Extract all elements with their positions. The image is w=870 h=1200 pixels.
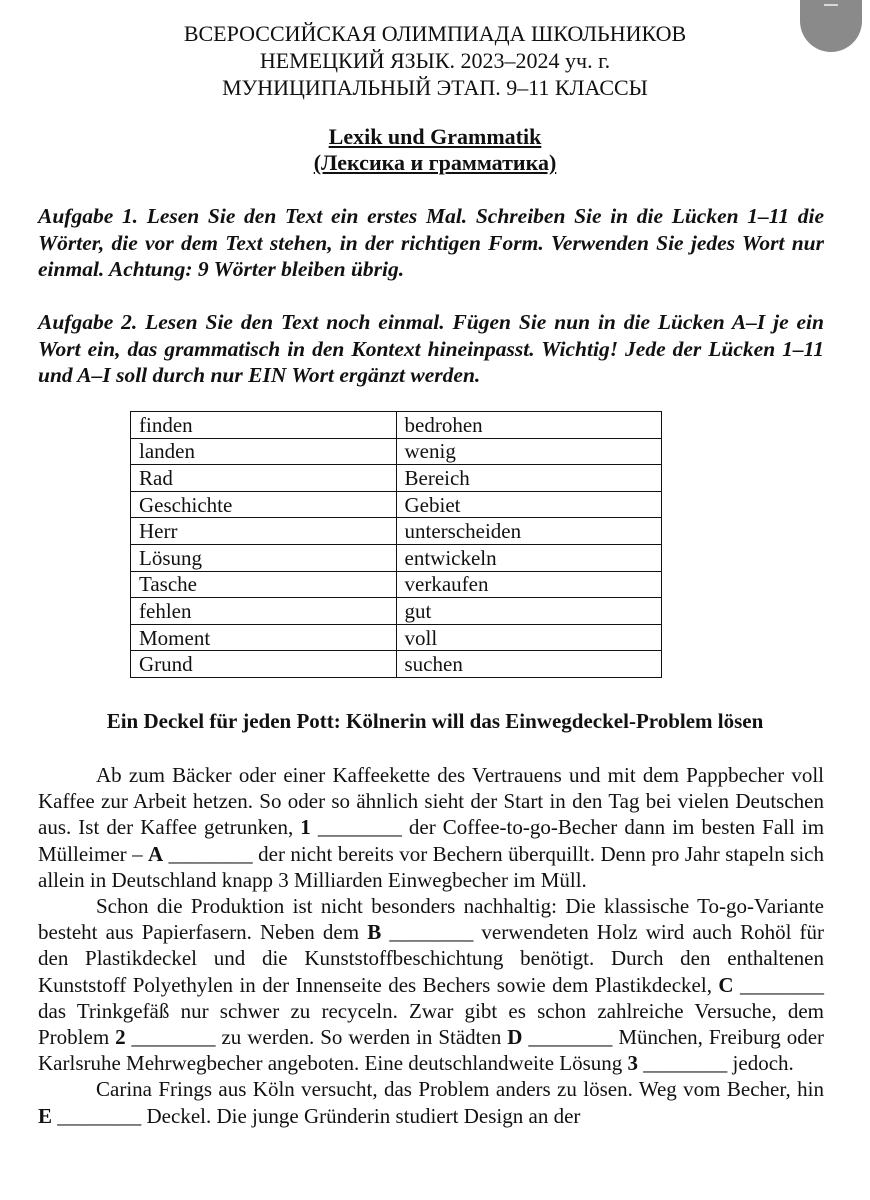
word-cell: unterscheiden bbox=[396, 518, 662, 545]
paragraph-2 bbox=[38, 893, 824, 1076]
gap-label-1: 1 bbox=[300, 815, 311, 840]
gap-label-3: 3 bbox=[627, 1051, 639, 1076]
word-cell: wenig bbox=[396, 438, 662, 465]
table-row bbox=[131, 571, 662, 598]
word-cell: verkaufen bbox=[396, 571, 662, 598]
section-title-de: Lexik und Grammatik bbox=[328, 124, 542, 149]
table-row bbox=[131, 491, 662, 518]
text-run: jedoch. bbox=[732, 1051, 794, 1076]
article-title: Ein Deckel für jeden Pott: Kölnerin will das Einwegdeckel-Problem lösen bbox=[106, 709, 764, 733]
gap-blank-B[interactable]: ________ bbox=[389, 920, 474, 945]
word-cell: Tasche bbox=[131, 571, 397, 598]
word-cell: Geschichte bbox=[131, 491, 397, 518]
word-cell: Grund bbox=[131, 651, 397, 678]
paragraph-1 bbox=[38, 762, 824, 893]
word-cell: suchen bbox=[396, 651, 662, 678]
gap-label-C: C bbox=[718, 972, 734, 997]
table-row bbox=[131, 598, 662, 625]
table-row bbox=[131, 412, 662, 439]
text-run: München, Freiburg oder Karlsruhe Mehrwegbecher angeboten. Eine deutschlandweite Lösung bbox=[38, 1025, 825, 1076]
text-run: der nicht bereits vor Bechern überquillt. Denn pro Jahr stapeln sich allein in Deutschland knapp 3 Milliarden Einwegbecher im Müll. bbox=[38, 841, 825, 892]
header-line-subject: НЕМЕЦКИЙ ЯЗЫК. 2023–2024 уч. г. bbox=[259, 48, 611, 73]
gap-blank-C[interactable]: ________ bbox=[740, 972, 825, 997]
task-2-instructions: Aufgabe 2. Lesen Sie den Text noch einmal. Fügen Sie nun in die Lücken A–I je ein Wort ein, das grammatisch in den Kontext hineinpasst. Wichtig! Jede der Lücken 1–11 und A–I soll durch nur EIN Wort ergänzt werden. bbox=[38, 310, 824, 387]
text-run: das Trinkgefäß nur schwer zu recyceln. Zwar gibt es schon zahlreiche Versuche, dem Problem bbox=[38, 998, 824, 1050]
gap-label-2: 2 bbox=[115, 1025, 126, 1050]
word-cell: Gebiet bbox=[396, 491, 662, 518]
table-row bbox=[131, 624, 662, 651]
paragraph-3 bbox=[38, 1076, 824, 1128]
gap-label-D: D bbox=[507, 1025, 523, 1050]
gap-blank-D[interactable]: ________ bbox=[528, 1025, 613, 1050]
word-bank-table bbox=[130, 411, 662, 678]
word-cell: gut bbox=[396, 598, 662, 625]
gap-blank-A[interactable]: ________ bbox=[168, 841, 253, 866]
word-cell: finden bbox=[131, 412, 397, 439]
task-1-instructions: Aufgabe 1. Lesen Sie den Text ein erstes Mal. Schreiben Sie in die Lücken 1–11 die Wörter, die vor dem Text stehen, in der richtigen Form. Verwenden Sie jedes Wort nur einmal. Achtung: 9 Wörter bleiben übrig. bbox=[38, 204, 824, 281]
text-run: verwendeten Holz wird auch Rohöl für den Plastikdeckel und die Kunststoffbeschichtung benötigt. Durch den enthaltenen Kunststoff Polyethylen in der Innenseite des Bechers sowie dem Plastikdeckel, bbox=[38, 920, 825, 997]
section-title bbox=[0, 124, 870, 176]
table-row bbox=[131, 544, 662, 571]
header-line-stage: МУНИЦИПАЛЬНЫЙ ЭТАП. 9–11 КЛАССЫ bbox=[222, 75, 648, 100]
table-row bbox=[131, 518, 662, 545]
header-line-olympiad: ВСЕРОССИЙСКАЯ ОЛИМПИАДА ШКОЛЬНИКОВ bbox=[183, 21, 687, 46]
section-title-ru: (Лексика и грамматика) bbox=[313, 150, 557, 175]
gap-blank-1[interactable]: ________ bbox=[317, 815, 402, 840]
word-cell: landen bbox=[131, 438, 397, 465]
word-cell: fehlen bbox=[131, 598, 397, 625]
table-row bbox=[131, 438, 662, 465]
gap-label-E: E bbox=[38, 1103, 53, 1128]
word-cell: voll bbox=[396, 624, 662, 651]
minus-icon bbox=[824, 4, 838, 6]
word-cell: Herr bbox=[131, 518, 397, 545]
gap-blank-E[interactable]: ________ bbox=[57, 1103, 142, 1128]
text-run: zu werden. So werden in Städten bbox=[221, 1025, 502, 1050]
text-run: Deckel. Die junge Gründerin studiert Design an der bbox=[146, 1103, 581, 1128]
document-header bbox=[0, 20, 870, 101]
text-run: Schon die Produktion ist nicht besonders nachhaltig: Die klassische To-go-Variante besteht aus Papierfasern. Neben dem bbox=[38, 894, 824, 945]
table-row bbox=[131, 651, 662, 678]
word-cell: Rad bbox=[131, 465, 397, 492]
word-cell: entwickeln bbox=[396, 544, 662, 571]
text-run: der Coffee-to-go-Becher dann im besten Fall im Mülleimer – bbox=[38, 815, 825, 866]
gap-label-B: B bbox=[367, 920, 382, 945]
word-cell: Moment bbox=[131, 624, 397, 651]
gap-label-A: A bbox=[148, 841, 164, 866]
gap-blank-3[interactable]: ________ bbox=[643, 1051, 728, 1076]
word-cell: bedrohen bbox=[396, 412, 662, 439]
text-run: Ab zum Bäcker oder einer Kaffeekette des Vertrauens und mit dem Pappbecher voll Kaffee zur Arbeit hetzen. So oder so ähnlich sieht der Start in den Tag bei vielen Deutschen aus. Ist der Kaffee getrunken, bbox=[38, 763, 824, 840]
table-row bbox=[131, 465, 662, 492]
text-run: Carina Frings aus Köln versucht, das Problem anders zu lösen. Weg vom Becher, hin bbox=[96, 1077, 824, 1102]
word-cell: Lösung bbox=[131, 544, 397, 571]
gap-blank-2[interactable]: ________ bbox=[131, 1025, 216, 1050]
word-cell: Bereich bbox=[396, 465, 662, 492]
article-body bbox=[38, 762, 824, 1129]
